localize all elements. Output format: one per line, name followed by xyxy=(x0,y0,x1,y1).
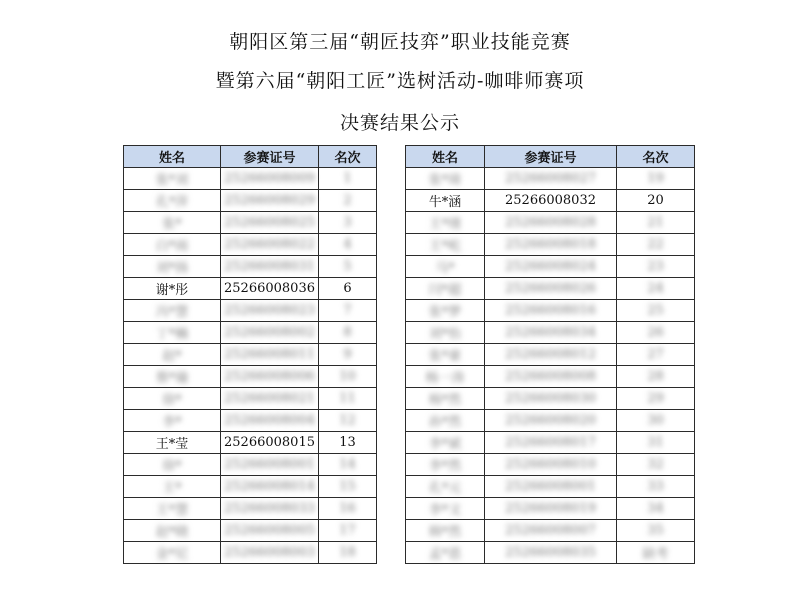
cell-rank: 15 xyxy=(319,476,377,498)
title-line-2: 暨第六届“朝阳工匠”选树活动-咖啡师赛项 xyxy=(215,70,585,92)
cell-rank: 32 xyxy=(617,454,695,476)
cell-name: 马* xyxy=(406,256,485,278)
cell-id: 25266008009 xyxy=(221,168,319,190)
cell-name: 金*尼 xyxy=(124,542,221,564)
cell-name: 韩*然 xyxy=(406,520,485,542)
table-header-row xyxy=(406,146,695,168)
cell-id: 25266008015 xyxy=(221,432,319,454)
table-row xyxy=(406,234,695,256)
cell-id: 25266008036 xyxy=(221,278,319,300)
cell-rank: 35 xyxy=(617,520,695,542)
table-row xyxy=(124,190,377,212)
table-row xyxy=(124,366,377,388)
cell-rank: 6 xyxy=(319,278,377,300)
cell-name: 张*琦 xyxy=(406,168,485,190)
table-row xyxy=(406,520,695,542)
cell-rank: 20 xyxy=(617,190,695,212)
cell-name: 李*文 xyxy=(406,498,485,520)
cell-id: 25266008004 xyxy=(221,410,319,432)
cell-id: 25266008014 xyxy=(221,476,319,498)
cell-id: 25266008007 xyxy=(485,520,617,542)
cell-rank: 34 xyxy=(617,498,695,520)
cell-rank: 17 xyxy=(319,520,377,542)
title-line-3: 决赛结果公示 xyxy=(339,112,460,134)
header-rank: 名次 xyxy=(617,146,695,168)
cell-id: 25266008012 xyxy=(485,344,617,366)
cell-rank: 13 xyxy=(319,432,377,454)
cell-id: 25266008002 xyxy=(221,322,319,344)
cell-rank: 3 xyxy=(319,212,377,234)
table-row xyxy=(124,432,377,454)
cell-rank: 19 xyxy=(617,168,695,190)
cell-rank: 7 xyxy=(319,300,377,322)
cell-name: 张*梦 xyxy=(406,300,485,322)
cell-rank: 9 xyxy=(319,344,377,366)
cell-id: 25266008035 xyxy=(485,542,617,564)
table-row xyxy=(406,432,695,454)
cell-id: 25266008011 xyxy=(221,344,319,366)
cell-id: 25266008008 xyxy=(485,366,617,388)
cell-name: 张*刘 xyxy=(124,168,221,190)
cell-id: 25266008031 xyxy=(221,256,319,278)
cell-name: 刘*怡 xyxy=(406,322,485,344)
cell-name: 王*莹 xyxy=(124,432,221,454)
cell-name: 李* xyxy=(124,410,221,432)
results-table-right xyxy=(405,145,695,564)
cell-name: 李*斌 xyxy=(406,432,485,454)
cell-name: 王* xyxy=(124,476,221,498)
cell-id: 25266008001 xyxy=(485,476,617,498)
cell-id: 25266008023 xyxy=(221,300,319,322)
cell-rank: 28 xyxy=(617,366,695,388)
cell-name: 孙*然 xyxy=(406,410,485,432)
table-row xyxy=(406,212,695,234)
table-row xyxy=(406,278,695,300)
table-row xyxy=(124,520,377,542)
cell-id: 25266008029 xyxy=(221,190,319,212)
cell-id: 25266008019 xyxy=(485,498,617,520)
cell-rank: 12 xyxy=(319,410,377,432)
cell-name: 王*屹 xyxy=(406,234,485,256)
cell-rank: 10 xyxy=(319,366,377,388)
cell-rank: 5 xyxy=(319,256,377,278)
cell-name: 孔*萍 xyxy=(124,190,221,212)
cell-rank: 30 xyxy=(617,410,695,432)
cell-id: 25266008020 xyxy=(485,410,617,432)
cell-name: 孟*恩 xyxy=(406,542,485,564)
header-id: 参赛证号 xyxy=(221,146,319,168)
cell-name: 冯*慧 xyxy=(124,300,221,322)
table-row xyxy=(406,322,695,344)
title-line-1: 朝阳区第三届“朝匠技弈”职业技能竞赛 xyxy=(229,31,571,53)
cell-id: 25266008006 xyxy=(221,366,319,388)
table-row xyxy=(406,388,695,410)
cell-name: 蔡*瑜 xyxy=(124,366,221,388)
cell-rank: 23 xyxy=(617,256,695,278)
cell-rank: 33 xyxy=(617,476,695,498)
table-row xyxy=(124,344,377,366)
cell-id: 25266008025 xyxy=(221,212,319,234)
cell-name: 牛*涵 xyxy=(406,190,485,212)
table-row xyxy=(124,388,377,410)
cell-id: 25266008018 xyxy=(485,234,617,256)
cell-rank: 25 xyxy=(617,300,695,322)
cell-name: 赵*晓 xyxy=(124,520,221,542)
cell-id: 25266008003 xyxy=(221,542,319,564)
cell-rank: 18 xyxy=(319,542,377,564)
cell-rank: 27 xyxy=(617,344,695,366)
table-row xyxy=(124,256,377,278)
table-row xyxy=(124,278,377,300)
table-row xyxy=(406,498,695,520)
cell-id: 25266008021 xyxy=(221,388,319,410)
cell-name: 杨*然 xyxy=(406,388,485,410)
cell-id: 25266008010 xyxy=(485,454,617,476)
cell-id: 25266008024 xyxy=(485,256,617,278)
cell-id: 25266008027 xyxy=(485,168,617,190)
cell-rank: 24 xyxy=(617,278,695,300)
cell-id: 25266008022 xyxy=(221,234,319,256)
table-row xyxy=(406,300,695,322)
header-id: 参赛证号 xyxy=(485,146,617,168)
cell-name: 白*雨 xyxy=(124,234,221,256)
table-row xyxy=(124,212,377,234)
table-row xyxy=(406,168,695,190)
table-row xyxy=(124,410,377,432)
table-row xyxy=(124,476,377,498)
table-row xyxy=(124,498,377,520)
cell-rank: 11 xyxy=(319,388,377,410)
cell-name: 杨一涛 xyxy=(406,366,485,388)
cell-name: 徐* xyxy=(124,454,221,476)
cell-name: 闫*超 xyxy=(406,278,485,300)
results-table-left xyxy=(123,145,377,564)
cell-id: 25266008016 xyxy=(485,300,617,322)
cell-rank: 缺考 xyxy=(617,542,695,564)
cell-name: 刘*扬 xyxy=(124,256,221,278)
cell-rank: 21 xyxy=(617,212,695,234)
cell-rank: 8 xyxy=(319,322,377,344)
cell-rank: 4 xyxy=(319,234,377,256)
cell-rank: 16 xyxy=(319,498,377,520)
table-row xyxy=(406,454,695,476)
header-name: 姓名 xyxy=(406,146,485,168)
cell-rank: 22 xyxy=(617,234,695,256)
cell-rank: 1 xyxy=(319,168,377,190)
cell-rank: 31 xyxy=(617,432,695,454)
cell-name: 丁*楠 xyxy=(124,322,221,344)
table-row xyxy=(124,454,377,476)
table-row xyxy=(406,366,695,388)
cell-rank: 2 xyxy=(319,190,377,212)
cell-name: 徐* xyxy=(124,388,221,410)
cell-id: 25266008001 xyxy=(221,454,319,476)
header-name: 姓名 xyxy=(124,146,221,168)
table-header-row xyxy=(124,146,377,168)
table-row xyxy=(406,542,695,564)
table-row xyxy=(406,256,695,278)
table-row xyxy=(406,190,695,212)
table-row xyxy=(124,300,377,322)
table-row xyxy=(406,476,695,498)
cell-name: 王*慧 xyxy=(124,498,221,520)
table-row xyxy=(124,542,377,564)
cell-name: 王*绪 xyxy=(406,212,485,234)
cell-id: 25266008032 xyxy=(485,190,617,212)
cell-rank: 14 xyxy=(319,454,377,476)
cell-id: 25266008005 xyxy=(221,520,319,542)
cell-name: 张* xyxy=(124,212,221,234)
cell-id: 25266008017 xyxy=(485,432,617,454)
cell-name: 孔*元 xyxy=(406,476,485,498)
cell-name: 李*然 xyxy=(406,454,485,476)
table-row xyxy=(406,344,695,366)
table-row xyxy=(406,410,695,432)
cell-name: 谢*彤 xyxy=(124,278,221,300)
cell-rank: 26 xyxy=(617,322,695,344)
header-rank: 名次 xyxy=(319,146,377,168)
cell-name: 赵* xyxy=(124,344,221,366)
cell-id: 25266008030 xyxy=(485,388,617,410)
table-row xyxy=(124,234,377,256)
cell-id: 25266008026 xyxy=(485,278,617,300)
cell-id: 25266008034 xyxy=(485,322,617,344)
cell-rank: 29 xyxy=(617,388,695,410)
table-row xyxy=(124,322,377,344)
table-row xyxy=(124,168,377,190)
cell-id: 25266008028 xyxy=(485,212,617,234)
cell-name: 张*豪 xyxy=(406,344,485,366)
cell-id: 25266008033 xyxy=(221,498,319,520)
